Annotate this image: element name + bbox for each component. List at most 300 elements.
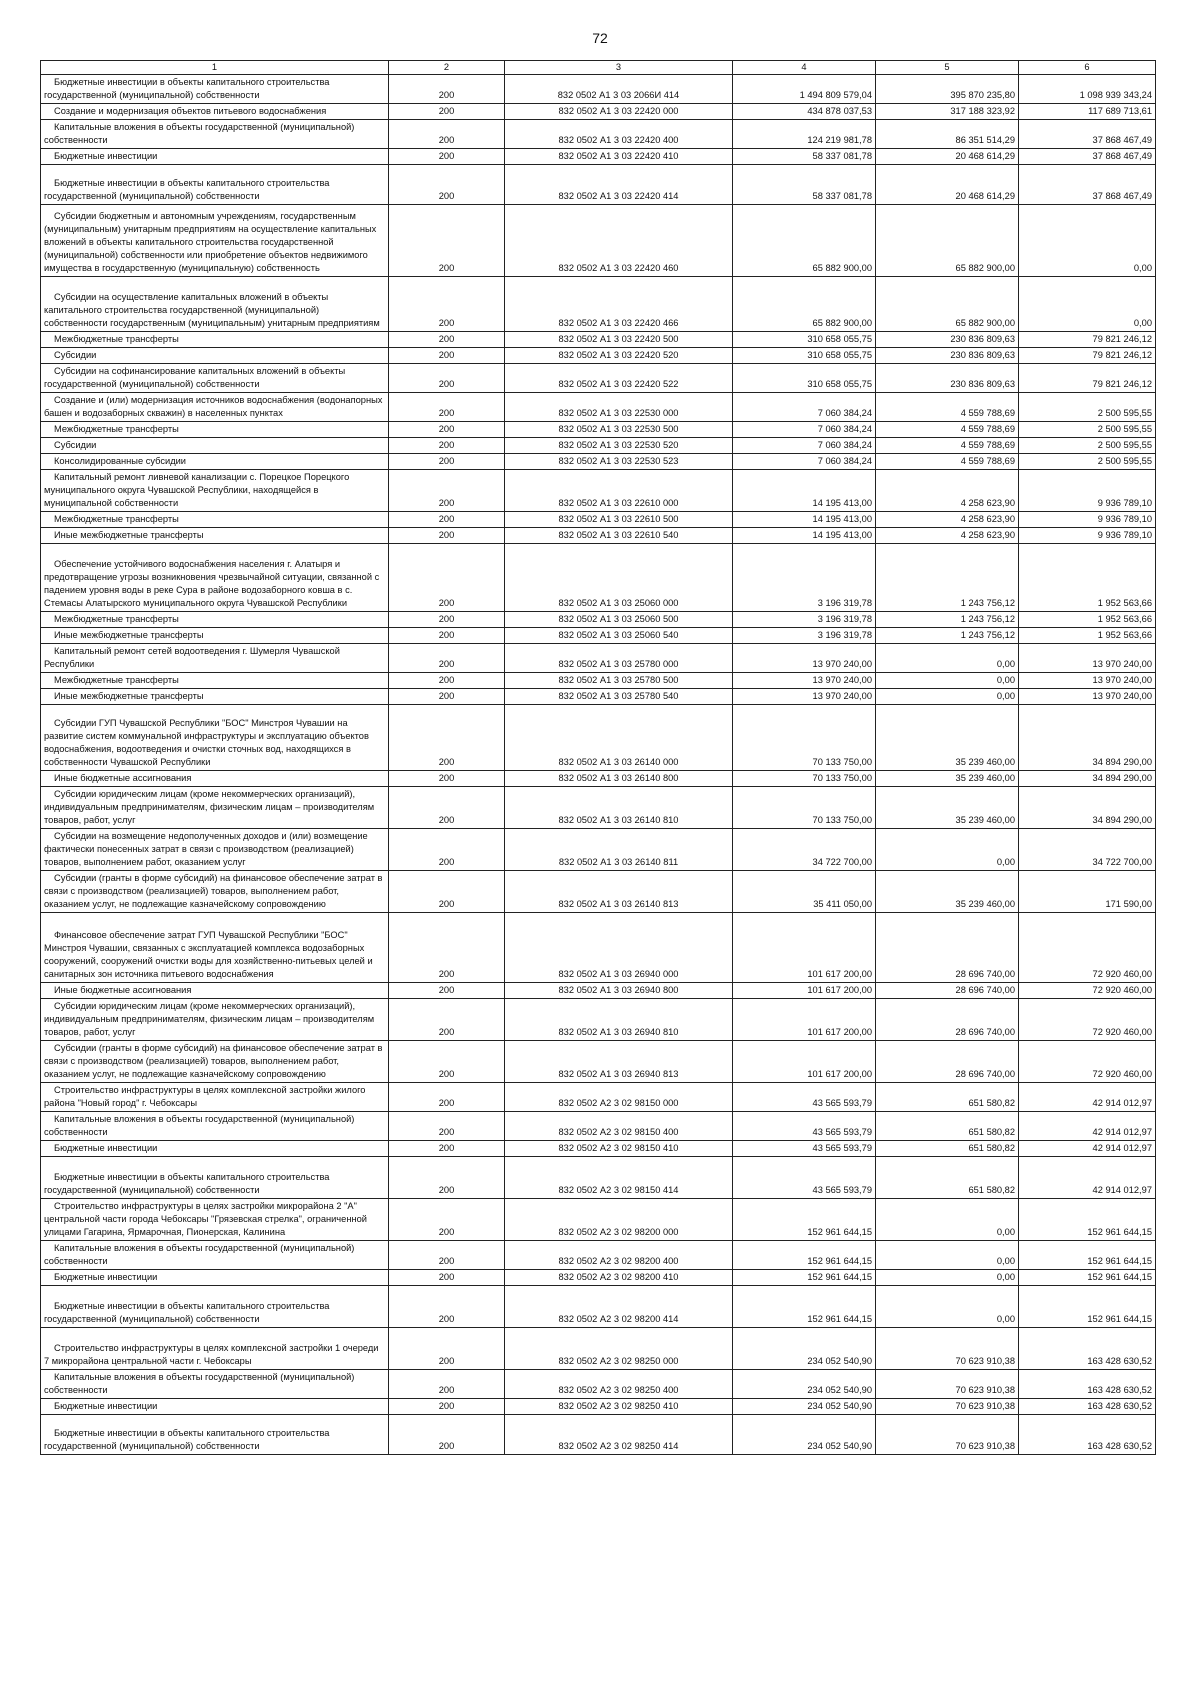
row-code: 832 0502 А1 3 03 22610 000: [505, 470, 733, 512]
row-value-6: 1 098 939 343,24: [1019, 75, 1156, 104]
row-value-4: 13 970 240,00: [733, 673, 876, 689]
row-value-5: 4 559 788,69: [876, 454, 1019, 470]
row-name: Субсидии (гранты в форме субсидий) на финансовое обеспечение затрат в связи с производством (реализацией) товаров, выполнением работ, оказанием услуг, не подлежащие казначейскому сопровождению: [41, 1041, 389, 1083]
row-col2: 200: [389, 673, 505, 689]
row-code: 832 0502 А2 3 02 98150 414: [505, 1157, 733, 1199]
row-value-4: 58 337 081,78: [733, 149, 876, 165]
row-name: Капитальные вложения в объекты государственной (муниципальной) собственности: [41, 1241, 389, 1270]
row-code: 832 0502 А2 3 02 98250 414: [505, 1415, 733, 1455]
row-value-5: 35 239 460,00: [876, 787, 1019, 829]
table-row: [41, 1286, 1156, 1328]
row-value-4: 70 133 750,00: [733, 705, 876, 771]
row-value-4: 310 658 055,75: [733, 364, 876, 393]
row-col2: 200: [389, 913, 505, 983]
row-name: Бюджетные инвестиции в объекты капитального строительства государственной (муниципальной) собственности: [41, 1286, 389, 1328]
header-col-1: 1: [41, 61, 389, 75]
row-col2: 200: [389, 149, 505, 165]
row-col2: 200: [389, 829, 505, 871]
row-value-4: 70 133 750,00: [733, 787, 876, 829]
table-row: [41, 393, 1156, 422]
row-value-5: 0,00: [876, 644, 1019, 673]
row-value-5: 1 243 756,12: [876, 612, 1019, 628]
row-name: Субсидии юридическим лицам (кроме некоммерческих организаций), индивидуальным предпринимателям, физическим лицам – производителям товаров, работ, услуг: [41, 787, 389, 829]
row-value-6: 42 914 012,97: [1019, 1157, 1156, 1199]
row-name: Капитальный ремонт ливневой канализации с. Порецкое Порецкого муниципального округа Чувашской Республики, находящейся в муниципальной собственности: [41, 470, 389, 512]
row-value-5: 0,00: [876, 1199, 1019, 1241]
row-col2: 200: [389, 612, 505, 628]
row-col2: 200: [389, 104, 505, 120]
row-col2: 200: [389, 999, 505, 1041]
table-row: [41, 165, 1156, 205]
table-row: [41, 1328, 1156, 1370]
table-row: [41, 422, 1156, 438]
row-code: 832 0502 А2 3 02 98200 400: [505, 1241, 733, 1270]
row-value-6: 152 961 644,15: [1019, 1286, 1156, 1328]
row-name: Субсидии юридическим лицам (кроме некоммерческих организаций), индивидуальным предпринимателям, физическим лицам – производителям товаров, работ, услуг: [41, 999, 389, 1041]
row-name: Консолидированные субсидии: [41, 454, 389, 470]
table-row: [41, 364, 1156, 393]
table-row: [41, 644, 1156, 673]
row-value-5: 651 580,82: [876, 1157, 1019, 1199]
row-col2: 200: [389, 1157, 505, 1199]
row-value-5: 0,00: [876, 689, 1019, 705]
row-code: 832 0502 А1 3 03 26940 800: [505, 983, 733, 999]
table-header: [41, 61, 1156, 75]
row-value-6: 1 952 563,66: [1019, 612, 1156, 628]
row-code: 832 0502 А1 3 03 26140 811: [505, 829, 733, 871]
row-code: 832 0502 А2 3 02 98250 400: [505, 1370, 733, 1399]
row-col2: 200: [389, 165, 505, 205]
row-code: 832 0502 А1 3 03 25780 540: [505, 689, 733, 705]
row-value-6: 37 868 467,49: [1019, 149, 1156, 165]
row-code: 832 0502 А1 3 03 22420 466: [505, 277, 733, 332]
table-row: [41, 1141, 1156, 1157]
row-value-4: 7 060 384,24: [733, 454, 876, 470]
table-row: [41, 544, 1156, 612]
row-value-5: 35 239 460,00: [876, 705, 1019, 771]
row-col2: 200: [389, 438, 505, 454]
row-value-6: 13 970 240,00: [1019, 644, 1156, 673]
row-value-5: 651 580,82: [876, 1112, 1019, 1141]
table-row: [41, 689, 1156, 705]
row-value-4: 1 494 809 579,04: [733, 75, 876, 104]
row-code: 832 0502 А1 3 03 25060 500: [505, 612, 733, 628]
row-col2: 200: [389, 1399, 505, 1415]
row-value-6: 34 894 290,00: [1019, 771, 1156, 787]
row-code: 832 0502 А1 3 03 22420 400: [505, 120, 733, 149]
table-row: [41, 1112, 1156, 1141]
row-value-5: 70 623 910,38: [876, 1370, 1019, 1399]
row-value-5: 70 623 910,38: [876, 1328, 1019, 1370]
table-row: [41, 438, 1156, 454]
row-value-4: 14 195 413,00: [733, 528, 876, 544]
table-row: [41, 871, 1156, 913]
row-col2: 200: [389, 120, 505, 149]
table-body: [41, 75, 1156, 1455]
row-value-5: 0,00: [876, 829, 1019, 871]
row-name: Строительство инфраструктуры в целях комплексной застройки жилого района "Новый город" г. Чебоксары: [41, 1083, 389, 1112]
row-name: Субсидии: [41, 348, 389, 364]
table-row: [41, 999, 1156, 1041]
row-code: 832 0502 А1 3 03 22530 500: [505, 422, 733, 438]
header-col-6: 6: [1019, 61, 1156, 75]
row-code: 832 0502 А1 3 03 25060 540: [505, 628, 733, 644]
row-code: 832 0502 А1 3 03 26140 813: [505, 871, 733, 913]
row-value-6: 72 920 460,00: [1019, 913, 1156, 983]
row-name: Бюджетные инвестиции в объекты капитального строительства государственной (муниципальной) собственности: [41, 1157, 389, 1199]
row-value-4: 14 195 413,00: [733, 512, 876, 528]
row-value-6: 152 961 644,15: [1019, 1270, 1156, 1286]
table-row: [41, 1399, 1156, 1415]
table-row: [41, 149, 1156, 165]
table-row: [41, 332, 1156, 348]
row-col2: 200: [389, 644, 505, 673]
row-value-4: 13 970 240,00: [733, 644, 876, 673]
table-row: [41, 612, 1156, 628]
table-row: [41, 120, 1156, 149]
row-value-6: 2 500 595,55: [1019, 438, 1156, 454]
table-row: [41, 104, 1156, 120]
row-col2: 200: [389, 705, 505, 771]
row-value-4: 310 658 055,75: [733, 348, 876, 364]
row-col2: 200: [389, 771, 505, 787]
row-value-5: 4 258 623,90: [876, 470, 1019, 512]
table-row: [41, 1241, 1156, 1270]
row-name: Межбюджетные трансферты: [41, 422, 389, 438]
row-value-4: 13 970 240,00: [733, 689, 876, 705]
row-value-4: 7 060 384,24: [733, 393, 876, 422]
row-col2: 200: [389, 332, 505, 348]
row-code: 832 0502 А1 3 03 22420 500: [505, 332, 733, 348]
row-value-4: 152 961 644,15: [733, 1270, 876, 1286]
row-code: 832 0502 А1 3 03 25780 500: [505, 673, 733, 689]
row-value-4: 3 196 319,78: [733, 612, 876, 628]
row-col2: 200: [389, 1286, 505, 1328]
row-code: 832 0502 А1 3 03 22420 000: [505, 104, 733, 120]
row-value-6: 152 961 644,15: [1019, 1199, 1156, 1241]
row-value-5: 70 623 910,38: [876, 1399, 1019, 1415]
row-value-4: 65 882 900,00: [733, 205, 876, 277]
row-code: 832 0502 А2 3 02 98200 410: [505, 1270, 733, 1286]
table-row: [41, 277, 1156, 332]
row-name: Субсидии на софинансирование капитальных вложений в объекты государственной (муниципальной) собственности: [41, 364, 389, 393]
table-row: [41, 205, 1156, 277]
row-code: 832 0502 А2 3 02 98150 400: [505, 1112, 733, 1141]
row-code: 832 0502 А1 3 03 22420 410: [505, 149, 733, 165]
row-name: Межбюджетные трансферты: [41, 332, 389, 348]
row-value-6: 2 500 595,55: [1019, 454, 1156, 470]
row-value-5: 86 351 514,29: [876, 120, 1019, 149]
table-row: [41, 628, 1156, 644]
row-value-4: 35 411 050,00: [733, 871, 876, 913]
row-value-4: 152 961 644,15: [733, 1286, 876, 1328]
row-value-6: 13 970 240,00: [1019, 689, 1156, 705]
row-code: 832 0502 А1 3 03 22610 500: [505, 512, 733, 528]
row-name: Обеспечение устойчивого водоснабжения населения г. Алатыря и предотвращение угрозы возникновения чрезвычайной ситуации, связанной с падением уровня воды в реке Сура в районе водозаборного ковша в с. Стемасы Алатырского муниципального округа Чувашской Республики: [41, 544, 389, 612]
row-col2: 200: [389, 512, 505, 528]
row-value-5: 4 559 788,69: [876, 393, 1019, 422]
row-value-5: 65 882 900,00: [876, 205, 1019, 277]
row-code: 832 0502 А1 3 03 22420 520: [505, 348, 733, 364]
row-value-4: 3 196 319,78: [733, 544, 876, 612]
table-row: [41, 1041, 1156, 1083]
row-code: 832 0502 А1 3 03 22420 460: [505, 205, 733, 277]
row-value-5: 28 696 740,00: [876, 983, 1019, 999]
row-name: Субсидии (гранты в форме субсидий) на финансовое обеспечение затрат в связи с производством (реализацией) товаров, выполнением работ, оказанием услуг, не подлежащие казначейскому сопровождению: [41, 871, 389, 913]
row-col2: 200: [389, 393, 505, 422]
row-code: 832 0502 А1 3 03 22420 414: [505, 165, 733, 205]
row-value-5: 0,00: [876, 673, 1019, 689]
table-row: [41, 512, 1156, 528]
row-name: Капитальные вложения в объекты государственной (муниципальной) собственности: [41, 1112, 389, 1141]
row-value-4: 434 878 037,53: [733, 104, 876, 120]
row-name: Субсидии: [41, 438, 389, 454]
row-name: Субсидии на осуществление капитальных вложений в объекты капитального строительства государственной (муниципальной) собственности государственным (муниципальным) унитарным предприятиям: [41, 277, 389, 332]
row-value-5: 28 696 740,00: [876, 1041, 1019, 1083]
row-value-4: 234 052 540,90: [733, 1370, 876, 1399]
table-row: [41, 771, 1156, 787]
row-name: Бюджетные инвестиции: [41, 149, 389, 165]
row-value-6: 13 970 240,00: [1019, 673, 1156, 689]
row-name: Строительство инфраструктуры в целях комплексной застройки 1 очереди 7 микрорайона центральной части г. Чебоксары: [41, 1328, 389, 1370]
table-row: [41, 528, 1156, 544]
page-number: 72: [592, 30, 608, 46]
row-value-5: 28 696 740,00: [876, 913, 1019, 983]
row-value-6: 2 500 595,55: [1019, 422, 1156, 438]
row-value-5: 20 468 614,29: [876, 165, 1019, 205]
row-name: Создание и (или) модернизация источников водоснабжения (водонапорных башен и водозаборных скважин) в населенных пунктах: [41, 393, 389, 422]
row-col2: 200: [389, 1415, 505, 1455]
row-value-4: 43 565 593,79: [733, 1141, 876, 1157]
row-code: 832 0502 А1 3 03 2066И 414: [505, 75, 733, 104]
row-value-6: 79 821 246,12: [1019, 364, 1156, 393]
row-name: Межбюджетные трансферты: [41, 612, 389, 628]
row-name: Межбюджетные трансферты: [41, 673, 389, 689]
row-value-4: 310 658 055,75: [733, 332, 876, 348]
row-value-6: 9 936 789,10: [1019, 528, 1156, 544]
row-value-4: 7 060 384,24: [733, 438, 876, 454]
row-value-5: 35 239 460,00: [876, 771, 1019, 787]
row-value-4: 70 133 750,00: [733, 771, 876, 787]
row-name: Строительство инфраструктуры в целях застройки микрорайона 2 "А" центральной части города Чебоксары "Грязевская стрелка", ограниченной улицами Гагарина, Ярмарочная, Пионерская, Калинина: [41, 1199, 389, 1241]
row-value-5: 0,00: [876, 1241, 1019, 1270]
row-value-6: 34 722 700,00: [1019, 829, 1156, 871]
row-name: Иные межбюджетные трансферты: [41, 689, 389, 705]
row-code: 832 0502 А1 3 03 22610 540: [505, 528, 733, 544]
row-col2: 200: [389, 454, 505, 470]
row-value-5: 0,00: [876, 1270, 1019, 1286]
row-value-6: 72 920 460,00: [1019, 983, 1156, 999]
row-value-5: 4 559 788,69: [876, 438, 1019, 454]
row-value-6: 9 936 789,10: [1019, 470, 1156, 512]
row-value-6: 42 914 012,97: [1019, 1112, 1156, 1141]
row-code: 832 0502 А1 3 03 26940 810: [505, 999, 733, 1041]
table-row: [41, 983, 1156, 999]
row-value-6: 2 500 595,55: [1019, 393, 1156, 422]
row-value-5: 70 623 910,38: [876, 1415, 1019, 1455]
row-col2: 200: [389, 75, 505, 104]
row-value-6: 171 590,00: [1019, 871, 1156, 913]
table-row: [41, 673, 1156, 689]
row-value-5: 0,00: [876, 1286, 1019, 1328]
table-row: [41, 705, 1156, 771]
row-value-4: 152 961 644,15: [733, 1199, 876, 1241]
row-name: Бюджетные инвестиции в объекты капитального строительства государственной (муниципальной) собственности: [41, 1415, 389, 1455]
row-name: Создание и модернизация объектов питьевого водоснабжения: [41, 104, 389, 120]
row-name: Капитальный ремонт сетей водоотведения г. Шумерля Чувашской Республики: [41, 644, 389, 673]
row-value-6: 117 689 713,61: [1019, 104, 1156, 120]
row-value-6: 163 428 630,52: [1019, 1370, 1156, 1399]
row-value-5: 317 188 323,92: [876, 104, 1019, 120]
row-value-6: 1 952 563,66: [1019, 628, 1156, 644]
row-value-6: 79 821 246,12: [1019, 348, 1156, 364]
header-col-5: 5: [876, 61, 1019, 75]
row-value-6: 42 914 012,97: [1019, 1141, 1156, 1157]
row-code: 832 0502 А2 3 02 98150 000: [505, 1083, 733, 1112]
header-col-4: 4: [733, 61, 876, 75]
row-name: Капитальные вложения в объекты государственной (муниципальной) собственности: [41, 1370, 389, 1399]
row-code: 832 0502 А1 3 03 25060 000: [505, 544, 733, 612]
row-value-6: 34 894 290,00: [1019, 705, 1156, 771]
row-value-6: 163 428 630,52: [1019, 1415, 1156, 1455]
row-value-6: 34 894 290,00: [1019, 787, 1156, 829]
row-value-4: 14 195 413,00: [733, 470, 876, 512]
row-value-4: 34 722 700,00: [733, 829, 876, 871]
row-col2: 200: [389, 348, 505, 364]
row-code: 832 0502 А1 3 03 26140 000: [505, 705, 733, 771]
row-value-4: 101 617 200,00: [733, 983, 876, 999]
row-value-5: 230 836 809,63: [876, 332, 1019, 348]
table-row: [41, 348, 1156, 364]
row-code: 832 0502 А1 3 03 26140 810: [505, 787, 733, 829]
row-value-4: 234 052 540,90: [733, 1415, 876, 1455]
row-value-5: 28 696 740,00: [876, 999, 1019, 1041]
row-col2: 200: [389, 871, 505, 913]
row-col2: 200: [389, 544, 505, 612]
row-value-5: 651 580,82: [876, 1141, 1019, 1157]
row-code: 832 0502 А2 3 02 98150 410: [505, 1141, 733, 1157]
row-name: Финансовое обеспечение затрат ГУП Чувашской Республики "БОС" Минстроя Чувашии, связанных с эксплуатацией комплекса водозаборных сооружений, сооружений очистки воды для хозяйственно-питьевых целей и санитарных зон источника питьевого водоснабжения: [41, 913, 389, 983]
row-value-4: 7 060 384,24: [733, 422, 876, 438]
row-value-6: 9 936 789,10: [1019, 512, 1156, 528]
row-value-6: 79 821 246,12: [1019, 332, 1156, 348]
row-code: 832 0502 А1 3 03 26940 000: [505, 913, 733, 983]
header-row: [41, 61, 1156, 75]
row-value-6: 163 428 630,52: [1019, 1399, 1156, 1415]
row-name: Субсидии на возмещение недополученных доходов и (или) возмещение фактически понесенных затрат в связи с производством (реализацией) товаров, выполнением работ, оказанием услуг: [41, 829, 389, 871]
row-value-4: 101 617 200,00: [733, 1041, 876, 1083]
table-row: [41, 1370, 1156, 1399]
row-col2: 200: [389, 1241, 505, 1270]
row-col2: 200: [389, 1199, 505, 1241]
row-name: Бюджетные инвестиции: [41, 1270, 389, 1286]
row-col2: 200: [389, 1370, 505, 1399]
row-col2: 200: [389, 1041, 505, 1083]
row-name: Иные бюджетные ассигнования: [41, 983, 389, 999]
row-value-5: 35 239 460,00: [876, 871, 1019, 913]
row-value-5: 20 468 614,29: [876, 149, 1019, 165]
row-value-5: 651 580,82: [876, 1083, 1019, 1112]
row-code: 832 0502 А1 3 03 22420 522: [505, 364, 733, 393]
row-value-5: 395 870 235,80: [876, 75, 1019, 104]
table-row: [41, 1415, 1156, 1455]
row-value-6: 72 920 460,00: [1019, 1041, 1156, 1083]
table-row: [41, 1199, 1156, 1241]
row-value-5: 1 243 756,12: [876, 628, 1019, 644]
row-value-6: 163 428 630,52: [1019, 1328, 1156, 1370]
table-row: [41, 1083, 1156, 1112]
row-value-5: 65 882 900,00: [876, 277, 1019, 332]
row-value-4: 3 196 319,78: [733, 628, 876, 644]
row-code: 832 0502 А1 3 03 25780 000: [505, 644, 733, 673]
budget-table: [40, 60, 1156, 1455]
row-col2: 200: [389, 277, 505, 332]
row-code: 832 0502 А1 3 03 26940 813: [505, 1041, 733, 1083]
row-value-6: 72 920 460,00: [1019, 999, 1156, 1041]
row-col2: 200: [389, 1141, 505, 1157]
row-col2: 200: [389, 1270, 505, 1286]
row-name: Бюджетные инвестиции: [41, 1399, 389, 1415]
row-value-4: 43 565 593,79: [733, 1112, 876, 1141]
row-value-6: 0,00: [1019, 277, 1156, 332]
table-row: [41, 787, 1156, 829]
row-value-5: 4 559 788,69: [876, 422, 1019, 438]
row-name: Иные межбюджетные трансферты: [41, 528, 389, 544]
row-col2: 200: [389, 364, 505, 393]
row-name: Бюджетные инвестиции: [41, 1141, 389, 1157]
row-col2: 200: [389, 1328, 505, 1370]
row-value-6: 1 952 563,66: [1019, 544, 1156, 612]
row-code: 832 0502 А1 3 03 22530 520: [505, 438, 733, 454]
row-col2: 200: [389, 628, 505, 644]
table-row: [41, 75, 1156, 104]
row-name: Субсидии ГУП Чувашской Республики "БОС" Минстроя Чувашии на развитие систем коммунальной инфраструктуры и эксплуатацию объектов водоснабжения, водоотведения и очистки сточных вод, находящихся в собственности Чувашской Республики: [41, 705, 389, 771]
row-code: 832 0502 А2 3 02 98250 410: [505, 1399, 733, 1415]
row-col2: 200: [389, 1083, 505, 1112]
row-value-4: 58 337 081,78: [733, 165, 876, 205]
row-col2: 200: [389, 983, 505, 999]
table-row: [41, 470, 1156, 512]
row-name: Бюджетные инвестиции в объекты капитального строительства государственной (муниципальной) собственности: [41, 165, 389, 205]
row-col2: 200: [389, 205, 505, 277]
header-col-2: 2: [389, 61, 505, 75]
row-col2: 200: [389, 1112, 505, 1141]
row-code: 832 0502 А1 3 03 22530 523: [505, 454, 733, 470]
row-value-4: 234 052 540,90: [733, 1328, 876, 1370]
row-value-4: 234 052 540,90: [733, 1399, 876, 1415]
row-value-4: 152 961 644,15: [733, 1241, 876, 1270]
row-value-4: 101 617 200,00: [733, 913, 876, 983]
header-col-3: 3: [505, 61, 733, 75]
row-code: 832 0502 А1 3 03 26140 800: [505, 771, 733, 787]
row-name: Бюджетные инвестиции в объекты капитального строительства государственной (муниципальной) собственности: [41, 75, 389, 104]
row-value-4: 124 219 981,78: [733, 120, 876, 149]
table-row: [41, 829, 1156, 871]
row-value-4: 43 565 593,79: [733, 1157, 876, 1199]
row-name: Субсидии бюджетным и автономным учреждениям, государственным (муниципальным) унитарным предприятиям на осуществление капитальных вложений в объекты капитального строительства государственной (муниципальной) собственности или приобретение объектов недвижимого имущества в государственную (муниципальную) собственность: [41, 205, 389, 277]
row-value-6: 37 868 467,49: [1019, 120, 1156, 149]
row-code: 832 0502 А2 3 02 98200 414: [505, 1286, 733, 1328]
row-value-6: 0,00: [1019, 205, 1156, 277]
row-value-4: 43 565 593,79: [733, 1083, 876, 1112]
row-value-5: 230 836 809,63: [876, 364, 1019, 393]
row-name: Иные бюджетные ассигнования: [41, 771, 389, 787]
row-col2: 200: [389, 422, 505, 438]
table-row: [41, 1270, 1156, 1286]
row-col2: 200: [389, 528, 505, 544]
row-name: Капитальные вложения в объекты государственной (муниципальной) собственности: [41, 120, 389, 149]
row-value-6: 42 914 012,97: [1019, 1083, 1156, 1112]
